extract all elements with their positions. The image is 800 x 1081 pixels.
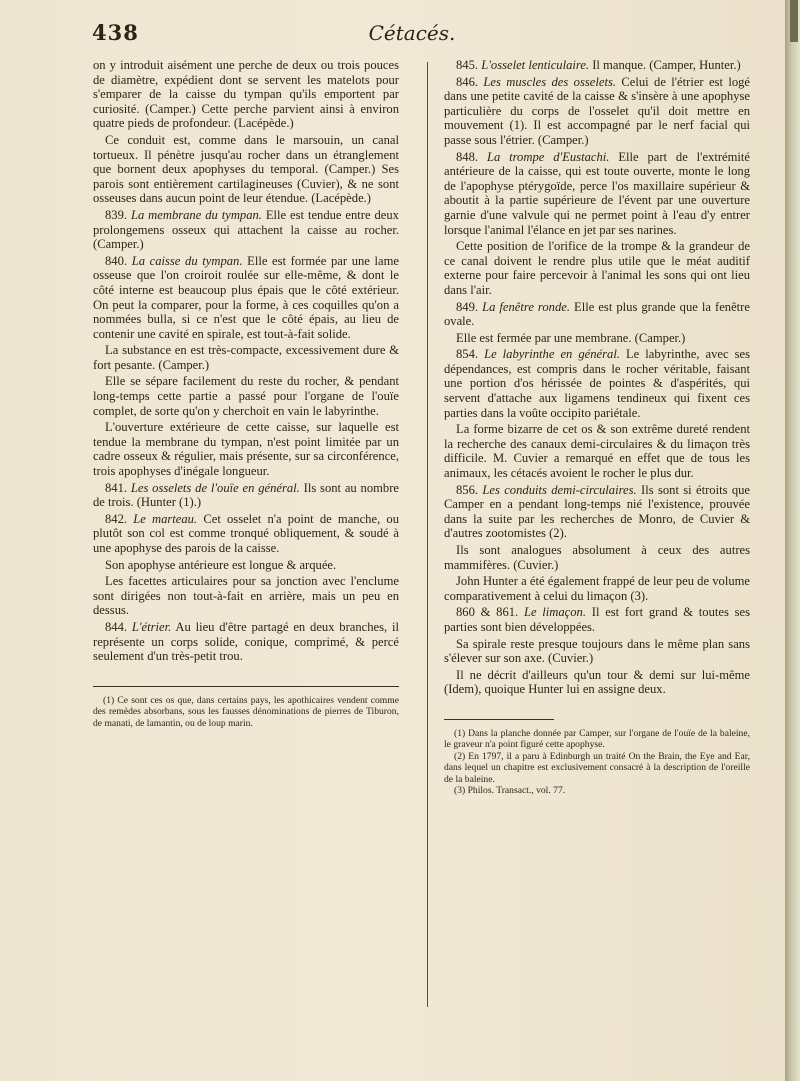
section-title: Le marteau.: [133, 511, 198, 526]
paragraph: Ce conduit est, comme dans le marsouin, un canal tortueux. Il pénètre jusqu'au rocher dans un étranglement que bornent deux apophyses du temporal. (Camper.) Ses parois sont entièrement cartilagineuses (Cuvier), & ne sont osseuses dans aucun point de leur étendue. (Lacépède.): [93, 132, 399, 206]
section-title: L'étrier.: [131, 619, 172, 634]
section-title: La fenêtre ronde.: [482, 299, 570, 314]
paragraph: 842. Le marteau. Cet osselet n'a point de manche, ou plutôt son col est comme tronqué obliquement, & soudé à une apophyse des parois de la caisse.: [93, 511, 399, 555]
section-number: 860 & 861.: [456, 605, 519, 620]
paragraph: Ils sont analogues absolument à ceux des autres mammifères. (Cuvier.): [444, 543, 750, 572]
section-number: 845.: [456, 58, 479, 72]
section-number: 856.: [456, 482, 479, 497]
page-edge: [785, 0, 800, 1081]
paragraph: 844. L'étrier. Au lieu d'être partagé en deux branches, il représente un corps solide, conique, comprimé, & percé seulement d'un très-petit trou.: [93, 619, 399, 664]
section-number: 842.: [105, 511, 128, 526]
paragraph: Son apophyse antérieure est longue & arquée.: [105, 557, 337, 572]
paragraph: 849. La fenêtre ronde. Elle est plus grande que la fenêtre ovale.: [444, 299, 750, 329]
section-title: Le limaçon.: [523, 605, 587, 620]
page-number: 438: [92, 20, 139, 45]
edge-mark: [790, 0, 798, 42]
column-divider: [427, 62, 428, 1007]
section-number: 849.: [456, 299, 479, 314]
section-number: 841.: [105, 480, 128, 495]
paragraph: 840. La caisse du tympan. Elle est formée par une lame osseuse que l'on croiroit roulée sur elle-même, & dont le côté interne est beaucoup plus épais que le côté extérieur. On peut la comparer, pour la forme, à ces coquilles qu'on a nommées bulla, si ce n'est que le côté épais, au lieu de contenir une cavité en spirale, est tout-à-fait solide.: [93, 253, 399, 341]
paragraph: Elle est fermée par une membrane. (Camper.): [456, 330, 686, 345]
section-title: Les muscles des osselets.: [483, 74, 616, 89]
section-title: Le labyrinthe en général.: [484, 347, 620, 362]
footnote-rule: [93, 686, 399, 687]
section-title: L'osselet lenticulaire.: [481, 58, 590, 72]
section-title: La trompe d'Eustachi.: [486, 149, 610, 164]
paragraph: Il ne décrit d'ailleurs qu'un tour & demi sur lui-même (Idem), quoique Hunter lui en assigne deux.: [444, 667, 750, 697]
paragraph: La forme bizarre de cet os & son extrême dureté rendent la recherche des canaux demi-circulaires & du limaçon très difficile. M. Cuvier a remarqué en effet que de tous les animaux, les cétacés avoient le rocher le plus dur.: [444, 422, 750, 481]
paragraph: 841. Les osselets de l'ouïe en général. Ils sont au nombre de trois. (Hunter (1).): [93, 480, 399, 510]
section-number: 840.: [105, 253, 128, 268]
running-head: Cétacés.: [368, 21, 456, 45]
paragraph: on y introduit aisément une perche de deux ou trois pouces de diamètre, expédient dont se servent les matelots pour s'emparer de la caisse du tympan qu'ils emportent par curiosité. (Camper.) Cette perche parvient ainsi à environ quatre pieds de profondeur. (Lacépède.): [93, 58, 399, 131]
footnote-rule: [444, 719, 554, 720]
section-title: Les conduits demi-circulaires.: [482, 482, 637, 497]
section-number: 844.: [105, 619, 128, 634]
section-title: La caisse du tympan.: [131, 253, 243, 268]
paragraph: Cette position de l'orifice de la trompe & la grandeur de ce canal doivent le rendre plus utile que le méat auditif externe pour faire percevoir à l'animal les sons qui ont lieu dans l'air.: [444, 239, 750, 297]
paragraph: 845. L'osselet lenticulaire. Il manque. (Camper, Hunter.): [456, 58, 741, 72]
footnote: (1) Ce sont ces os que, dans certains pays, les apothicaires vendent comme des remèdes absorbans, sous les fausses dénominations de pierres de Tiburon, de manati, de lamantin, ou de loup marin.: [93, 694, 399, 729]
right-column: [444, 58, 750, 796]
section-title: Les osselets de l'ouïe en général.: [130, 480, 300, 495]
right-footnotes: [444, 728, 750, 796]
footnote: (3) Philos. Transact., vol. 77.: [454, 784, 566, 796]
page-header: [92, 20, 732, 56]
footnote: (2) En 1797, il a paru à Edinburgh un traité On the Brain, the Eye and Ear, dans lequel un chapitre est exclusivement consacré à la description de l'oreille de la baleine.: [444, 750, 750, 785]
paragraph: 848. La trompe d'Eustachi. Elle part de l'extrémité antérieure de la caisse, qui est toute ouverte, monte le long de l'apophyse ptérygoïde, perce l'os maxillaire supérieur & aboutit à la partie supérieure de l'évent par une ouverture garnie d'une valvule qui ne permet point à l'eau d'y entrer lorsque l'animal l'élance en jet par ses narines.: [444, 149, 751, 237]
paragraph: John Hunter a été également frappé de leur peu de volume comparativement à celui du limaçon (3).: [444, 574, 750, 603]
paragraph: 846. Les muscles des osselets. Celui de l'étrier est logé dans une petite cavité de la caisse & s'insère à une apophyse particulière du corps de l'osselet qu'il doit mettre en mouvement (1). Il est accompagné par le nerf facial qui passe sous l'étrier. (Camper.): [444, 74, 750, 147]
section-number: 854.: [456, 347, 479, 362]
left-footnotes: [93, 695, 399, 729]
section-number: 848.: [456, 149, 479, 164]
section-number: 839.: [105, 207, 128, 222]
paragraph: Sa spirale reste presque toujours dans le même plan sans s'élever sur son axe. (Cuvier.): [444, 636, 750, 666]
paragraph: L'ouverture extérieure de cette caisse, sur laquelle est tendue la membrane du tympan, n'est point limitée par un cadre osseux & régulier, mais présente, sur sa circonférence, trois apophyses d'inégale longueur.: [93, 420, 399, 479]
paragraph: 860 & 861. Le limaçon. Il est fort grand & toutes ses parties sont bien développées.: [444, 605, 751, 634]
paragraph: La substance en est très-compacte, excessivement dure & fort pesante. (Camper.): [93, 343, 399, 372]
section-number: 846.: [456, 74, 479, 89]
left-column: [93, 58, 399, 729]
section-title: La membrane du tympan.: [130, 207, 262, 222]
paragraph: Elle se sépare facilement du reste du rocher, & pendant long-temps cette partie a passé pour l'organe de l'ouïe complet, de sorte qu'on y cherchoit en vain le labyrinthe.: [93, 374, 399, 418]
paragraph: 839. La membrane du tympan. Elle est tendue entre deux prolongemens osseux qui attachent la caisse au rocher. (Camper.): [93, 207, 399, 252]
footnote: (1) Dans la planche donnée par Camper, sur l'organe de l'ouïe de la baleine, le graveur n'a point figuré cette apophyse.: [444, 727, 750, 751]
paragraph: 854. Le labyrinthe en général. Le labyrinthe, avec ses dépendances, est compris dans le rocher véritable, faisant une portion d'os hérissée de pointes & d'aspérités, qui servent d'attache aux ligamens tendineux qui fixent ces parties dans la voûte occipito pariétale.: [444, 347, 750, 420]
paragraph: 856. Les conduits demi-circulaires. Ils sont si étroits que Camper en a pendant long-temps nié l'existence, prouvée dans la suite par les recherches de Monro, de Cuvier & d'autres zootomistes (2).: [444, 482, 751, 541]
paragraph: Les facettes articulaires pour sa jonction avec l'enclume sont dirigées non tout-à-fait en arrière, mais un peu en dessus.: [93, 574, 399, 618]
